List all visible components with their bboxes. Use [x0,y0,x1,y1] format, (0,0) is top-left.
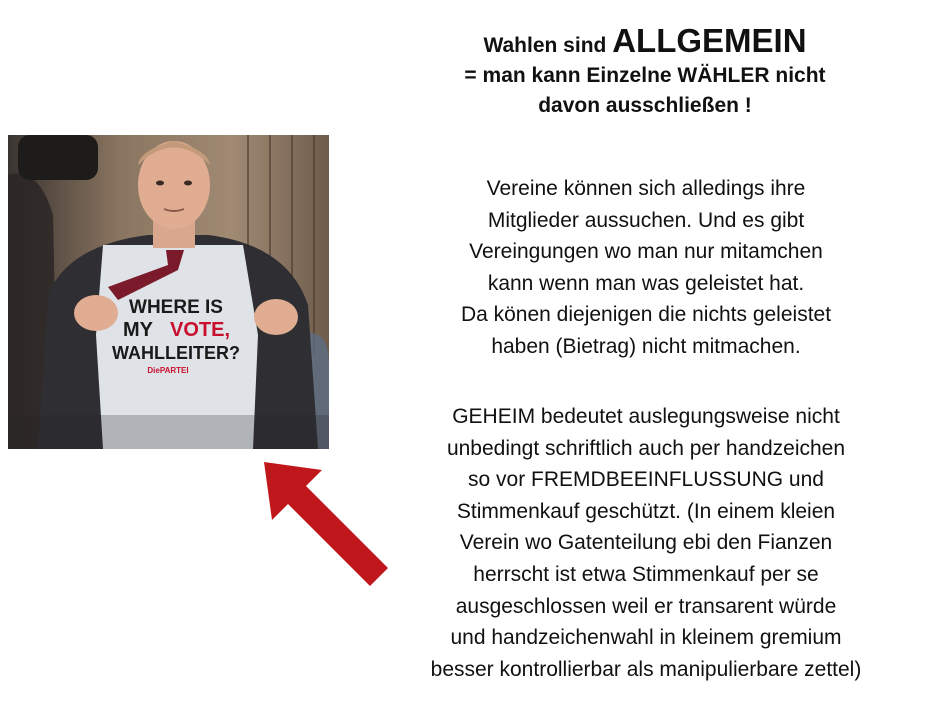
text-line: unbedingt schriftlich auch per handzeichen [446,436,846,460]
text-line: GEHEIM bedeutet auslegungsweise nicht [452,405,840,428]
heading-line-3: davon ausschließen ! [538,94,752,117]
heading [395,22,895,121]
heading-line-1 [395,22,895,61]
text-line: so vor FREMDBEEINFLUSSUNG und [468,468,824,492]
text-line: und handzeichenwahl in kleinem gremium [450,626,842,650]
heading-prefix: Wahlen sind [483,34,607,57]
shirt-logo: DiePARTEI [147,366,189,375]
red-arrow-icon [262,460,392,590]
photo-man-with-shirt [8,135,329,449]
text-line: Verein wo Gatenteilung ebi den Fianzen [459,531,833,555]
paragraph-secret-ballot [380,401,912,685]
text-line: Stimmenkauf geschützt. (In einem kleien [456,499,836,523]
heading-line-2: = man kann Einzelne WÄHLER nicht [464,64,826,87]
text-line: ausgeschlossen weil er transarent würde [455,594,837,618]
text-line: besser kontrollierbar als manipulierbare zettel) [430,657,862,681]
text-line: Mitglieder aussuchen. Und es gibt [487,208,805,232]
text-line: kann wenn man was geleistet hat. [487,271,805,295]
heading-big-word: ALLGEMEIN [612,22,807,59]
paragraph-membership [380,173,912,363]
shirt-text-my: MY [123,319,153,341]
text-line: Vereine können sich alledings ihre [486,177,806,200]
text-line: Vereingungen wo man nur mitamchen [469,240,823,264]
text-line: haben (Bietrag) nicht mitmachen. [491,334,801,358]
shirt-text-line-3: WAHLLEITER? [112,343,240,363]
text-line: Da könen diejenigen die nichts geleistet [460,303,832,327]
text-line: herrscht ist etwa Stimmenkauf per se [473,562,819,586]
shirt-text-vote: VOTE, [169,319,231,341]
photo-illustration [8,135,329,449]
shirt-text-line-1: WHERE IS [129,297,223,318]
